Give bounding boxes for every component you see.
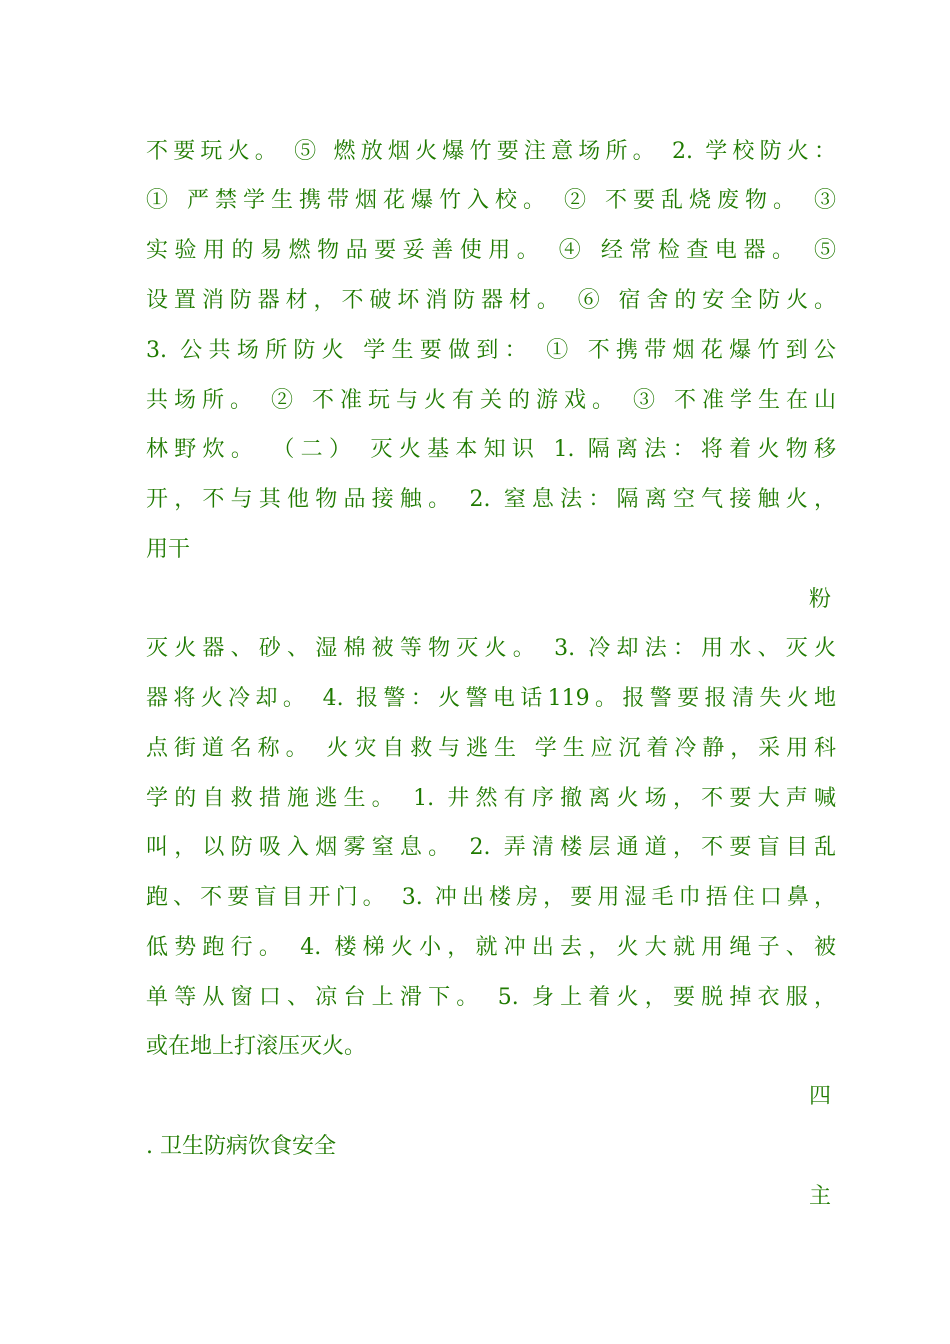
text-line: 开，不与其他物品接触。 2. 窒息法：隔离空气接触火， bbox=[146, 487, 836, 512]
text-line: ① 严禁学生携带烟花爆竹入校。 ② 不要乱烧废物。 ③ bbox=[146, 188, 836, 213]
text-line: 点街道名称。 火灾自救与逃生 学生应沉着冷静，采用科 bbox=[146, 736, 836, 761]
text-line: 林野炊。 （二） 灭火基本知识 1. 隔离法：将着火物移 bbox=[146, 437, 836, 462]
text-line-right: 四 bbox=[808, 1084, 831, 1109]
text-line: 设置消防器材，不破坏消防器材。 ⑥ 宿舍的安全防火。 bbox=[146, 288, 836, 313]
text-line: 共场所。 ② 不准玩与火有关的游戏。 ③ 不准学生在山 bbox=[146, 388, 836, 413]
text-line: 或在地上打滚压灭火。 bbox=[146, 1034, 367, 1059]
text-line-right: 主 bbox=[808, 1184, 831, 1209]
text-line: 低势跑行。 4. 楼梯火小，就冲出去，火大就用绳子、被 bbox=[146, 935, 836, 960]
text-line-right: 粉 bbox=[808, 587, 831, 612]
text-line: 用干 bbox=[146, 537, 191, 562]
text-line: 学的自救措施逃生。 1. 井然有序撤离火场，不要大声喊 bbox=[146, 786, 836, 811]
section-heading: . 卫生防病饮食安全 bbox=[146, 1134, 336, 1159]
text-line: 3. 公共场所防火 学生要做到： ① 不携带烟花爆竹到公 bbox=[146, 338, 836, 363]
text-line: 不要玩火。 ⑤ 燃放烟火爆竹要注意场所。 2. 学校防火： bbox=[146, 139, 836, 164]
text-line: 叫，以防吸入烟雾窒息。 2. 弄清楼层通道，不要盲目乱 bbox=[146, 835, 836, 860]
text-line: 跑、不要盲目开门。 3. 冲出楼房，要用湿毛巾捂住口鼻， bbox=[146, 885, 836, 910]
text-line: 器将火冷却。 4. 报警：火警电话119。报警要报清失火地 bbox=[146, 686, 836, 711]
text-line: 实验用的易燃物品要妥善使用。 ④ 经常检查电器。 ⑤ bbox=[146, 238, 836, 263]
text-line: 灭火器、砂、湿棉被等物灭火。 3. 冷却法：用水、灭火 bbox=[146, 636, 836, 661]
text-line: 单等从窗口、凉台上滑下。 5. 身上着火，要脱掉衣服， bbox=[146, 985, 836, 1010]
